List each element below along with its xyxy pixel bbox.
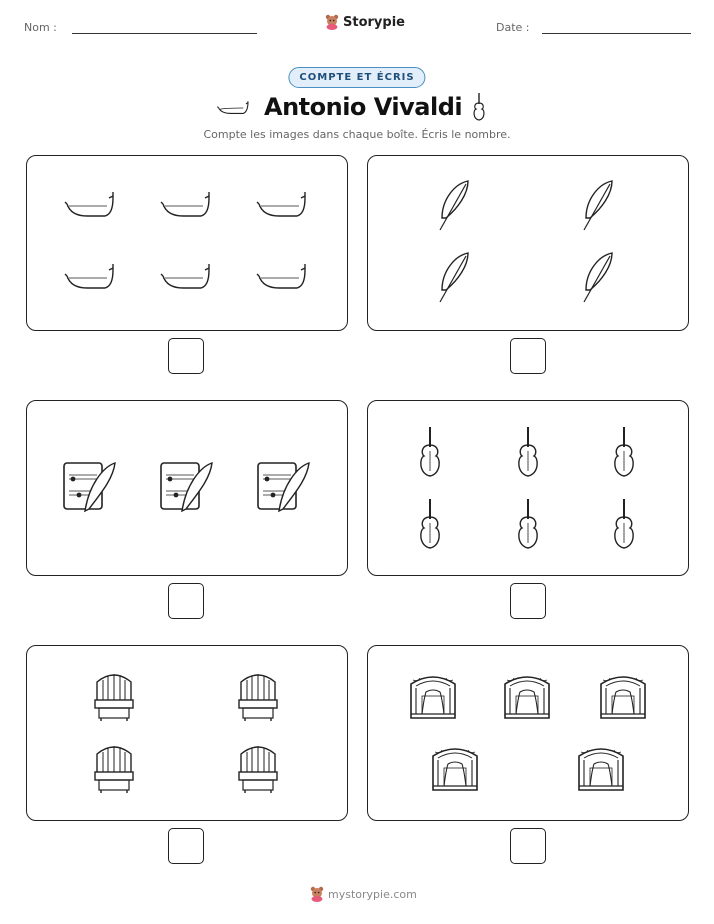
count-panel-violins [367, 400, 689, 576]
logo-text: Storypie [343, 14, 405, 30]
gondola-icon [255, 188, 307, 222]
violin-icon [610, 497, 638, 551]
count-panel-gondolas [26, 155, 348, 331]
footer-url[interactable]: mystorypie.com [328, 887, 417, 901]
answer-box[interactable] [510, 338, 546, 374]
count-panel-sheet-music [26, 400, 348, 576]
violin-icon [610, 425, 638, 479]
theater-stage-icon [408, 672, 458, 722]
quill-feather-icon [578, 178, 618, 234]
count-panel-quills [367, 155, 689, 331]
theater-stage-icon [502, 672, 552, 722]
bear-icon [325, 14, 339, 30]
date-line[interactable] [542, 33, 691, 34]
quill-feather-icon [434, 178, 474, 234]
violin-icon [416, 497, 444, 551]
answer-box[interactable] [510, 583, 546, 619]
quill-feather-icon [578, 250, 618, 306]
gondola-icon [63, 188, 115, 222]
theater-stage-icon [598, 672, 648, 722]
violin-icon [416, 425, 444, 479]
violin-icon [514, 425, 542, 479]
answer-box[interactable] [168, 583, 204, 619]
violin-icon [514, 497, 542, 551]
date-label: Date : [496, 21, 530, 34]
footer [310, 886, 417, 902]
sheet-music-quill-icon [158, 459, 216, 515]
answer-box[interactable] [510, 828, 546, 864]
name-line[interactable] [72, 33, 257, 34]
storypie-logo [325, 14, 405, 30]
quill-feather-icon [434, 250, 474, 306]
activity-badge: COMPTE ET ÉCRIS [288, 67, 425, 88]
gondola-icon [159, 260, 211, 294]
gondola-icon [255, 260, 307, 294]
sheet-music-quill-icon [61, 459, 119, 515]
bear-icon [310, 886, 324, 902]
gondola-icon [216, 98, 250, 118]
pipe-organ-icon [237, 742, 279, 794]
count-panel-theater-stages [367, 645, 689, 821]
count-panel-organs [26, 645, 348, 821]
instructions: Compte les images dans chaque boîte. Écris le nombre. [203, 128, 511, 141]
gondola-icon [159, 188, 211, 222]
pipe-organ-icon [93, 670, 135, 722]
answer-box[interactable] [168, 828, 204, 864]
theater-stage-icon [430, 744, 480, 794]
pipe-organ-icon [93, 742, 135, 794]
answer-box[interactable] [168, 338, 204, 374]
violin-icon [472, 92, 486, 122]
theater-stage-icon [576, 744, 626, 794]
sheet-music-quill-icon [255, 459, 313, 515]
pipe-organ-icon [237, 670, 279, 722]
page-title: Antonio Vivaldi [264, 93, 463, 121]
gondola-icon [63, 260, 115, 294]
name-label: Nom : [24, 21, 57, 34]
